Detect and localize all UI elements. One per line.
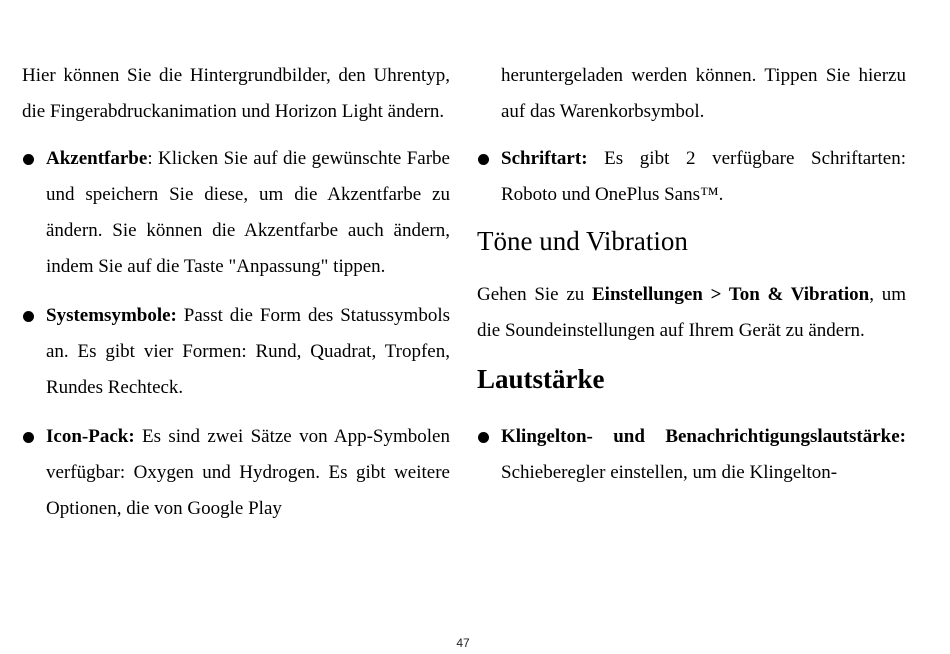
sound-pre: Gehen Sie zu — [477, 284, 592, 305]
bullet-dot-icon — [478, 432, 489, 443]
bullet-text-system: Passt die Form des Statussymbols an. Es gibt vier Formen: Rund, Quadrat, Tropfen, Rundes Rechteck. — [46, 305, 450, 398]
settings-path: Einstellungen > Ton & Vibration — [592, 284, 870, 305]
bullet-accent-color — [22, 141, 450, 285]
bullet-icon-pack — [22, 419, 450, 527]
bullet-dot-icon — [478, 154, 489, 165]
bullet-term-iconpack: Icon-Pack: — [46, 426, 135, 447]
section-heading-sound: Töne und Vibration — [477, 226, 688, 256]
sound-paragraph — [477, 277, 906, 349]
bullet-font — [477, 141, 906, 213]
bullet-text-ring: Schieberegler einstellen, um die Klingelton- — [501, 462, 838, 483]
continued-paragraph: heruntergeladen werden können. Tippen Sie hierzu auf das Warenkorbsymbol. — [501, 65, 906, 122]
bullet-text-font: Es gibt 2 verfügbare Schriftarten: Roboto und OnePlus Sans™. — [501, 148, 906, 205]
intro-paragraph: Hier können Sie die Hintergrundbilder, den Uhrentyp, die Fingerabdruckanimation und Horizon Light ändern. — [22, 65, 450, 122]
bullet-term-accent: Akzentfarbe — [46, 148, 148, 169]
bullet-term-ring: Klingelton- und Benachrichtigungslautstärke: — [501, 426, 906, 447]
left-column — [22, 58, 450, 527]
bullet-text-accent: : Klicken Sie auf die gewünschte Farbe und speichern Sie diese, um die Akzentfarbe zu ändern. Sie können die Akzentfarbe auch ändern, indem Sie auf die Taste "Anpassung" tippen. — [46, 148, 450, 277]
page-number: 47 — [456, 636, 470, 650]
bullet-text-iconpack: Es sind zwei Sätze von App-Symbolen verfügbar: Oxygen und Hydrogen. Es gibt weitere Optionen, die von Google Play — [46, 426, 450, 519]
sound-post: , um die Soundeinstellungen auf Ihrem Gerät zu ändern. — [477, 284, 906, 341]
right-column — [477, 58, 906, 491]
bullet-dot-icon — [23, 311, 34, 322]
bullet-term-system: Systemsymbole: — [46, 305, 177, 326]
bullet-dot-icon — [23, 154, 34, 165]
section-heading-volume: Lautstärke — [477, 364, 605, 394]
bullet-system-icons — [22, 298, 450, 406]
bullet-term-font: Schriftart: — [501, 148, 588, 169]
bullet-dot-icon — [23, 432, 34, 443]
bullet-ring-volume — [477, 419, 906, 491]
